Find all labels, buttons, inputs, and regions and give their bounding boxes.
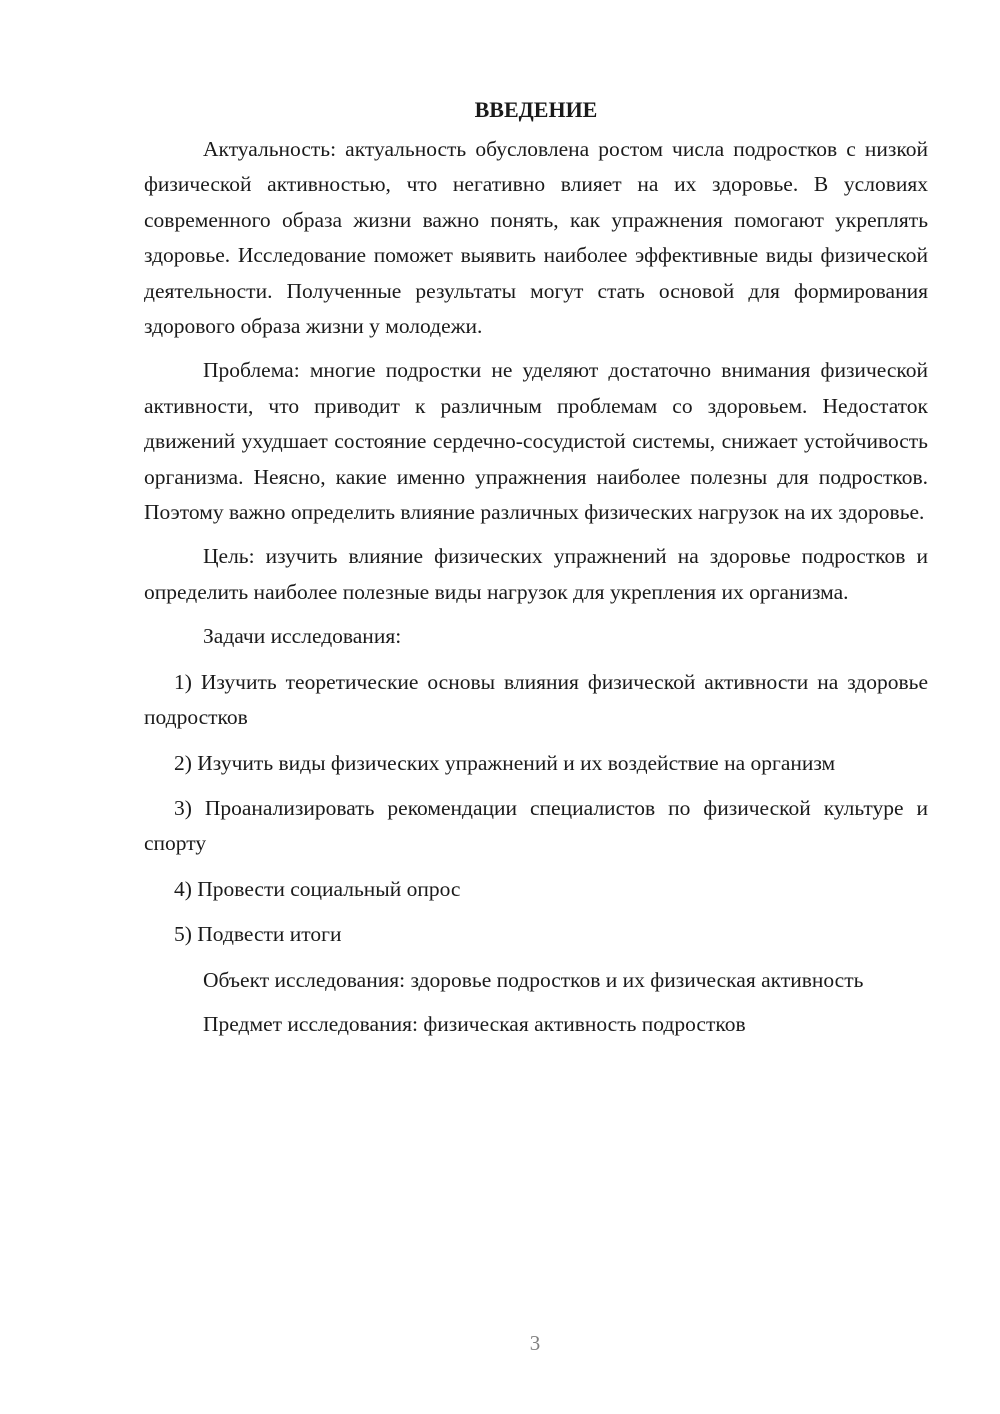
tasks-title: Задачи исследования: (203, 624, 402, 649)
task-item: 3) Проанализировать рекомендации специалистов по физической культуре и спорту (144, 795, 928, 856)
task-item: 2) Изучить виды физических упражнений и их воздействие на организм (174, 750, 836, 775)
task-item: 5) Подвести итоги (174, 922, 342, 947)
task-item: 4) Провести социальный опрос (174, 876, 461, 901)
tasks-list (144, 665, 928, 953)
object-paragraph: Объект исследования: здоровье подростков и их физическая активность (203, 967, 864, 992)
document-page (144, 92, 928, 1051)
section-heading: ВВЕДЕНИЕ (474, 97, 598, 122)
goal-paragraph: Цель: изучить влияние физических упражнений на здоровье подростков и определить наиболее полезные виды нагрузок для укрепления их организма. (144, 544, 928, 604)
task-item: 1) Изучить теоретические основы влияния физической активности на здоровье подростков (144, 669, 928, 730)
problem-paragraph: Проблема: многие подростки не уделяют достаточно внимания физической активности, что приводит к различным проблемам со здоровьем. Недостаток движений ухудшает состояние сердечно-сосудистой системы, снижает устойчивость организма. Неясно, какие именно упражнения наиболее полезны для подростков. Поэтому важно определить влияние различных физических нагрузок на их здоровье. (144, 358, 928, 525)
page-number: 3 (529, 1331, 541, 1355)
subject-paragraph: Предмет исследования: физическая активность подростков (203, 1011, 746, 1036)
relevance-paragraph: Актуальность: актуальность обусловлена ростом числа подростков с низкой физической активностью, что негативно влияет на их здоровье. В условиях современного образа жизни важно понять, как упражнения помогают укреплять здоровье. Исследование поможет выявить наиболее эффективные виды физической деятельности. Полученные результаты могут стать основой для формирования здорового образа жизни у молодежи. (144, 137, 928, 339)
